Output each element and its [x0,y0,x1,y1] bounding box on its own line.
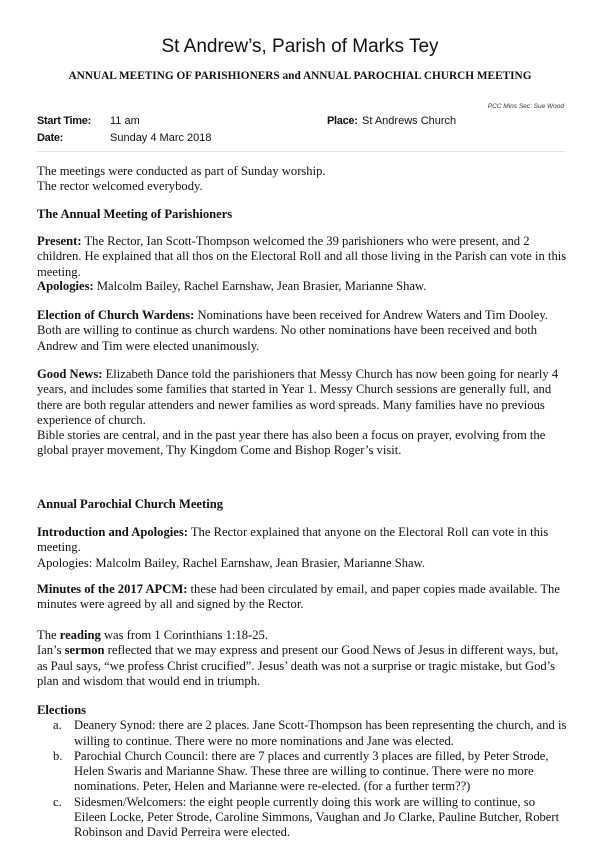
label: Start Time: [37,115,91,127]
heading: Annual Parochial Church Meeting [37,497,224,511]
elections-section [37,703,567,841]
place-label [327,115,358,127]
apologies-paragraph [37,279,567,294]
text: Sidesmen/Welcomers: the eight people currently doing this work are willing to continue, so Eileen Locke, Peter Strode, Caroline Simmons, Vaughan and Jo Clarke, Pauline Butcher, Robert Robinson and David Perreira were elected. [74,794,560,840]
text: Parochial Church Council: there are 7 places and currently 3 places are filled, by Peter Strode, Helen Swaris and Marianne Shaw. These three are willing to continue. There were no more nominations. Peter, Helen and Marianne were re-elected. (for a further term??) [74,748,549,794]
divider [37,151,565,152]
list-item [53,718,567,749]
label: Place: [327,115,358,127]
amp-heading [37,207,567,222]
minutes-paragraph [37,582,567,613]
label: Introduction and Apologies: [37,525,188,539]
marker: a. [53,718,62,733]
present-paragraph [37,234,567,280]
place-value: St Andrews Church [362,115,457,127]
text: The Rector explained that anyone on the Electoral Roll can vote in this meeting. [37,525,549,555]
date-label [37,132,63,144]
heading: The Annual Meeting of Parishioners [37,207,233,221]
reading-sermon-paragraph [37,628,567,689]
text: The [37,628,60,642]
text: Apologies: Malcolm Bailey, Rachel Earnshaw, Jean Brasier, Marianne Shaw. [37,555,426,570]
wardens-paragraph [37,308,567,354]
text: these had been circulated by email, and paper copies made available. The minutes were agreed by all and signed by the Rector. [37,582,560,612]
text: Malcolm Bailey, Rachel Earnshaw, Jean Brasier, Marianne Shaw. [93,279,427,293]
label: Minutes of the 2017 APCM: [37,582,188,596]
label: Apologies: [37,279,94,293]
text: The Rector, Ian Scott-Thompson welcomed the 39 parishioners who were present, and 2 children. He explained that all thos on the Electoral Roll and all those living in the Parish can vote in this meeting. [37,234,567,279]
heading: Elections [37,703,86,717]
elections-list [37,718,567,840]
text: reflected that we may express and present our Good News of Jesus in different ways, but, as Paul says, “we profess Christ crucified”. Jesus’ death was not a surprise or tragic mistake, but God’s plan and wisdom that would end in triumph. [37,643,559,688]
good-news-paragraph [37,367,567,459]
label: Present: [37,234,82,248]
start-time-label [37,115,91,127]
label: Date: [37,132,64,144]
intro-section [37,164,567,195]
start-time-value: 11 am [110,115,140,127]
apcm-heading [37,497,567,512]
apcm-intro-paragraph [37,525,567,571]
list-item [53,748,567,795]
text: Deanery Synod: there are 2 places. Jane Scott-Thompson has been representing the church, and is willing to continue. There were no more nominations and Jane was elected. [74,718,567,748]
marker: b. [53,748,63,763]
date-value: Sunday 4 Marc 2018 [110,132,212,144]
intro-line: The rector welcomed everybody. [37,179,203,194]
text: Bible stories are central, and in the past year there has also been a focus on prayer, evolving from the global prayer movement, Thy Kingdom Come and Bishop Roger’s visit. [37,428,546,458]
minutes-secretary: PCC Mins Sec: Sue Wood [487,103,564,110]
document-title: St Andrew’s, Parish of Marks Tey [161,36,439,57]
label: Election of Church Wardens: [37,308,195,322]
intro-line: The meetings were conducted as part of Sunday worship. [37,164,326,178]
text: was from 1 Corinthians 1:18-25. [100,628,268,642]
text-bold: reading [59,628,101,642]
marker: c. [53,794,62,809]
text: Elizabeth Dance told the parishioners that Messy Church has now been going for nearly 4 years, and includes some families that started in Year 1. Messy Church sessions are generally full, and there are both regular attenders and newer families as word spreads. Many families have no previous experience of church. [37,367,559,427]
document-subtitle: ANNUAL MEETING OF PARISHIONERS and ANNUAL PAROCHIAL CHURCH MEETING [68,70,532,82]
text: Nominations have been received for Andrew Waters and Tim Dooley. Both are willing to continue as church wardens. No other nominations have been received and both Andrew and Tim were elected unanimously. [37,308,548,353]
text-bold: sermon [64,643,105,658]
label: Good News: [37,367,103,381]
list-item [53,794,567,841]
text: Ian’s [37,643,65,658]
